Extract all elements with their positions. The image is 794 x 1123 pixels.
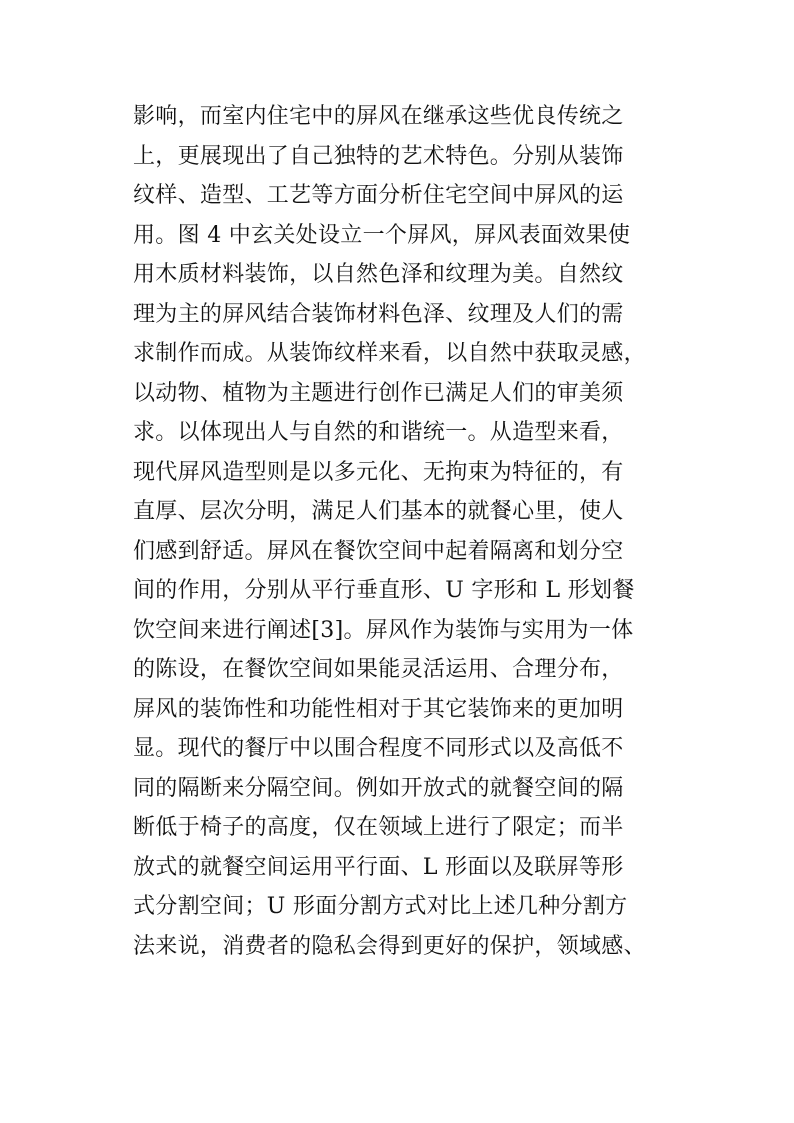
- text-line: 以动物、植物为主题进行创作已满足人们的审美须: [133, 380, 624, 406]
- text-line: 法来说，消费者的隐私会得到更好的保护，领域感、: [133, 933, 646, 959]
- text-line: 上，更展现出了自己独特的艺术特色。分别从装饰: [133, 143, 624, 169]
- text-line: 式分割空间；U 形面分割方式对比上述几种分割方: [133, 894, 628, 919]
- text-line: 理为主的屏风结合装饰材料色泽、纹理及人们的需: [133, 301, 624, 327]
- text-line: 屏风的装饰性和功能性相对于其它装饰来的更加明: [133, 696, 624, 722]
- text-line: 放式的就餐空间运用平行面、L 形面以及联屏等形: [133, 854, 624, 880]
- text-line: 影响，而室内住宅中的屏风在继承这些优良传统之: [133, 104, 624, 129]
- text-line: 饮空间来进行阐述[3]。屏风作为装饰与实用为一体: [133, 617, 634, 643]
- text-line: 同的隔断来分隔空间。例如开放式的就餐空间的隔: [133, 775, 624, 801]
- text-line: 的陈设，在餐饮空间如果能灵活运用、合理分布，: [133, 657, 624, 682]
- text-line: 用木质材料装饰，以自然色泽和纹理为美。自然纹: [133, 262, 624, 287]
- text-line: 直厚、层次分明，满足人们基本的就餐心里，使人: [133, 499, 624, 524]
- text-line: 断低于椅子的高度，仅在领域上进行了限定；而半: [133, 815, 624, 840]
- text-line: 显。现代的餐厅中以围合程度不同形式以及高低不: [133, 736, 624, 761]
- text-line: 纹样、造型、工艺等方面分析住宅空间中屏风的运: [133, 183, 624, 208]
- text-line: 现代屏风造型则是以多元化、无拘束为特征的，有: [133, 459, 624, 485]
- text-line: 用。图 4 中玄关处设立一个屏风，屏风表面效果使: [133, 222, 631, 248]
- text-line: 们感到舒适。屏风在餐饮空间中起着隔离和划分空: [133, 538, 624, 564]
- body-paragraph: [133, 97, 678, 966]
- text-line: 求。以体现出人与自然的和谐统一。从造型来看，: [133, 420, 624, 445]
- text-line: 求制作而成。从装饰纹样来看，以自然中获取灵感，: [133, 341, 646, 366]
- text-line: 间的作用，分别从平行垂直形、U 字形和 L 形划餐: [133, 578, 635, 603]
